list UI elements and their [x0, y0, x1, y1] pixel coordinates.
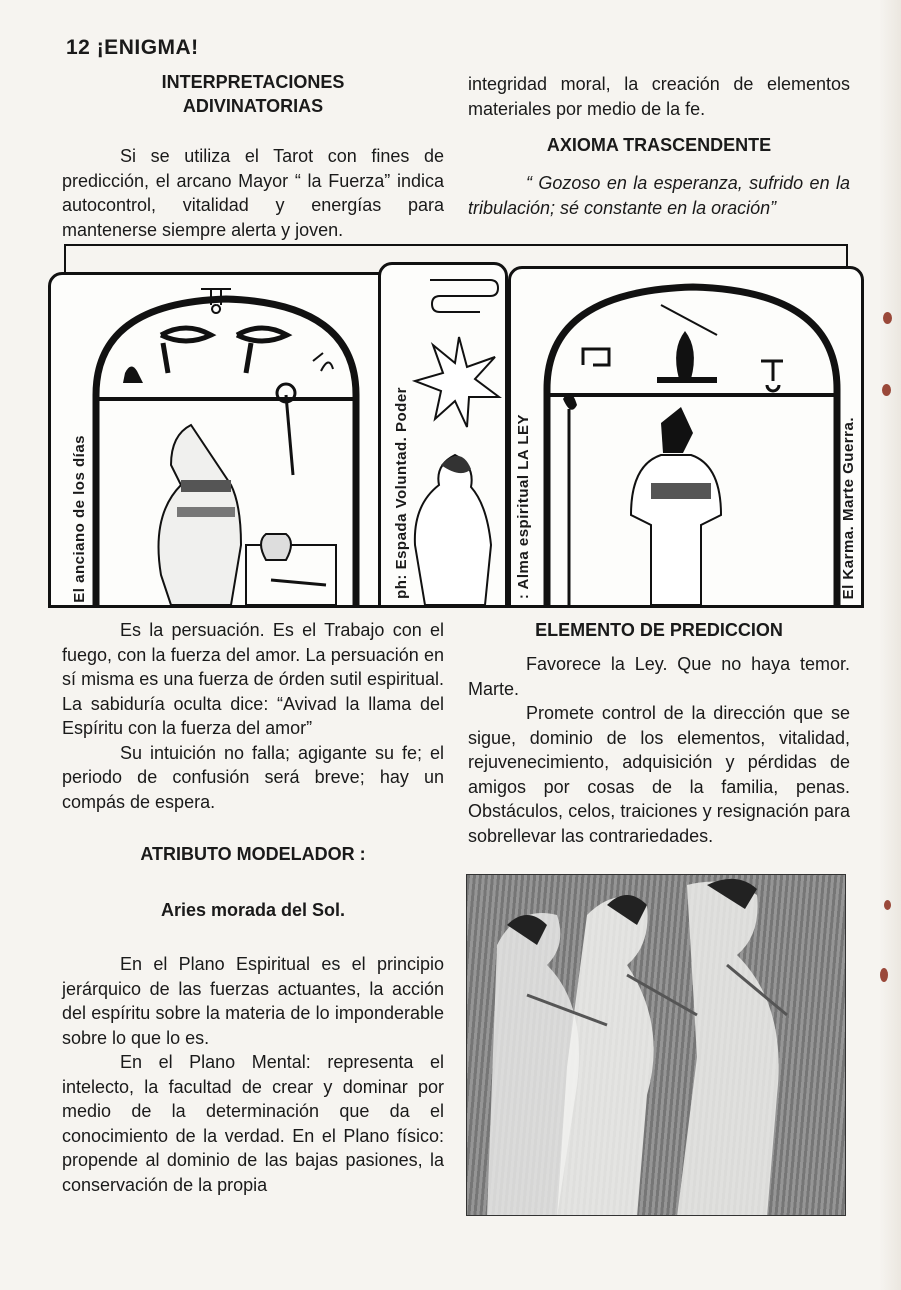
- card-label-ley: : Alma espiritual LA LEY: [515, 413, 532, 599]
- mural-figures-icon: [467, 875, 846, 1216]
- tarot-illustration: [48, 244, 864, 610]
- egyptian-mural-photo: [466, 874, 846, 1216]
- paragraph-continuation: integridad moral, la creación de elementos materiales por medio de la fe.: [468, 74, 850, 119]
- stain-mark: [880, 968, 888, 982]
- card-label-anciano: El anciano de los días: [71, 435, 88, 603]
- stain-mark: [884, 900, 891, 910]
- stain-mark: [882, 384, 891, 396]
- heading-interpretaciones: INTERPRETACIONES: [161, 72, 345, 92]
- paragraph-tarot: Si se utiliza el Tarot con fines de predicción, el arcano Mayor “ la Fuerza” indica autocontrol, vitalidad y energías para mantenerse siempre alerta y joven.: [62, 146, 444, 240]
- subheading-aries: Aries morada del Sol.: [160, 900, 346, 920]
- left-column-top: [62, 70, 444, 242]
- heading-axioma: AXIOMA TRASCENDENTE: [546, 135, 772, 155]
- paragraph-favorece: Favorece la Ley. Que no haya temor. Marte.: [468, 654, 850, 699]
- left-column-bottom: [62, 618, 444, 1197]
- stain-mark: [883, 312, 892, 324]
- card-label-karma: El Karma. Marte Guerra.: [840, 416, 857, 599]
- anubis-figure-icon: [511, 269, 861, 605]
- heading-adivinatorias: ADIVINATORIAS: [182, 96, 324, 116]
- tarot-card-ley: [508, 266, 864, 608]
- serpent-glyph-icon: [420, 262, 512, 314]
- paragraph-plano-espiritual: En el Plano Espiritual es el principio jerárquico de las fuerzas actuantes, la acción del espíritu sobre la materia de lo imponderable sobre lo que lo es.: [62, 954, 444, 1048]
- right-column-bottom: [468, 618, 850, 848]
- paragraph-intuicion: Su intuición no falla; agigante su fe; el periodo de confusión será breve; hay un compás de espera.: [62, 742, 444, 812]
- right-column-top: [468, 72, 850, 220]
- tarot-card-anciano: [48, 272, 403, 608]
- axiom-quote: “ Gozoso en la esperanza, sufrido en la tribulación; sé constante en la oración”: [468, 173, 850, 218]
- page-edge: [879, 0, 901, 1290]
- egyptian-figure-icon: [51, 275, 400, 605]
- paragraph-promete: Promete control de la dirección que se sigue, dominio de los elementos, vitalidad, rejuvenecimiento, adquisición y pérdidas de amigos por cosas de la familia, penas. Obstáculos, celos, traiciones y resignación para sobrellevar las contrariedades.: [468, 703, 850, 846]
- glyph-panel: [420, 262, 512, 314]
- heading-elemento-prediccion: ELEMENTO DE PREDICCION: [535, 620, 783, 640]
- heading-atributo: ATRIBUTO MODELADOR :: [140, 844, 366, 864]
- page-title: 12 ¡ENIGMA!: [66, 36, 199, 59]
- paragraph-persuacion: Es la persuación. Es el Trabajo con el fuego, con la fuerza del amor. La persuación en sí misma es una fuerza de órden sutil espiritual. La sabiduría oculta dice: “Avivad la llama del Espíritu con la fuerza del amor”: [62, 620, 444, 738]
- paragraph-plano-mental: En el Plano Mental: representa el intelecto, la facultad de crear y dominar por medio de la determinación que da el conocimiento de la verdad. En el Plano físico: propende al dominio de las bajas pasiones, la conservación de la propia: [62, 1052, 444, 1195]
- card-label-espada: ph: Espada Voluntad. Poder: [393, 387, 410, 599]
